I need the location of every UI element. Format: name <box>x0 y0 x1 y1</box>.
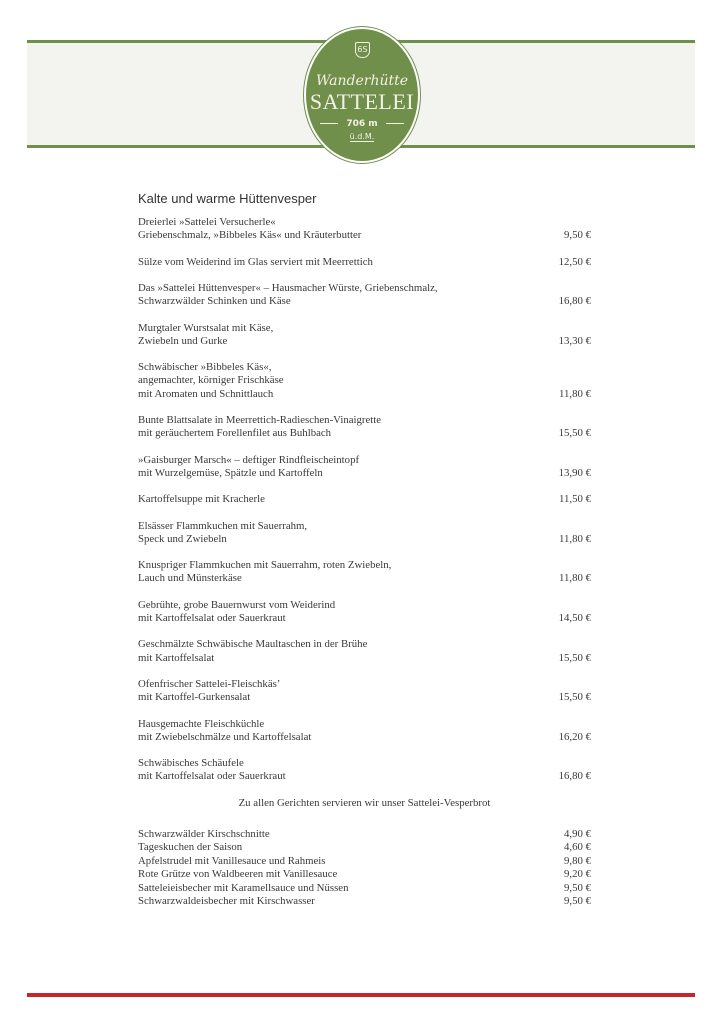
menu-item-price: 16,20 € <box>558 730 591 743</box>
menu-item-line: Lauch und Münsterkäse <box>138 572 242 585</box>
menu-item <box>138 520 591 546</box>
menu-item-price: 16,80 € <box>558 770 591 783</box>
menu-item-description <box>138 493 265 506</box>
menu-item <box>138 638 591 664</box>
menu-item-line: Gebrühte, grobe Bauernwurst vom Weiderind <box>138 598 336 611</box>
menu-item-line: mit Zwiebelschmälze und Kartoffelsalat <box>138 730 312 743</box>
dessert-item <box>138 868 591 882</box>
menu-item-description <box>138 678 280 704</box>
menu-item-line: Geschmälzte Schwäbische Maultaschen in der Brühe <box>138 638 368 651</box>
menu-item-line: Zwiebeln und Gurke <box>138 334 228 347</box>
menu-item-price: 11,80 € <box>559 387 591 400</box>
logo-altitude: 706 m <box>306 119 418 129</box>
menu-item-line: mit Kartoffelsalat oder Sauerkraut <box>138 611 286 624</box>
menu-content <box>138 191 591 909</box>
menu-item-line: Schwarzwälder Schinken und Käse <box>138 295 291 308</box>
menu-item-description <box>138 361 284 401</box>
menu-item <box>138 757 591 783</box>
menu-item-line: Bunte Blattsalate in Meerrettich-Radieschen-Vinaigrette <box>138 413 382 426</box>
dessert-list <box>138 828 591 909</box>
menu-item <box>138 414 591 440</box>
menu-item-line: Schwäbisches Schäufele <box>138 757 244 770</box>
menu-item-line: Knuspriger Flammkuchen mit Sauerrahm, roten Zwiebeln, <box>138 559 392 572</box>
menu-item-description <box>138 559 391 585</box>
menu-item-line: mit Kartoffel-Gurkensalat <box>138 691 251 704</box>
menu-item-price: 15,50 € <box>558 427 591 440</box>
dessert-name: Apfelstrudel mit Vanillesauce und Rahmeis <box>138 854 326 867</box>
menu-item-line: Sülze vom Weiderind im Glas serviert mit Meerrettich <box>138 255 373 268</box>
menu-item-line: mit Aromaten und Schnittlauch <box>138 387 274 400</box>
menu-item <box>138 256 591 269</box>
menu-item <box>138 282 591 308</box>
dessert-item <box>138 895 591 909</box>
dessert-price: 9,80 € <box>564 854 591 867</box>
logo <box>306 29 418 161</box>
dessert-name: Tageskuchen der Saison <box>138 841 243 854</box>
menu-item-description <box>138 718 311 744</box>
menu-note: Zu allen Gerichten servieren wir unser Sattelei-Vesperbrot <box>238 796 491 809</box>
menu-item-line: mit Wurzelgemüse, Spätzle und Kartoffeln <box>138 466 323 479</box>
menu-item-line: Dreierlei »Sattelei Versucherle« <box>138 216 276 228</box>
menu-item-line: Ofenfrischer Sattelei-Fleischkäs’ <box>138 677 281 690</box>
menu-item-price: 14,50 € <box>558 611 591 624</box>
menu-item-line: mit Kartoffelsalat <box>138 651 215 664</box>
logo-script: Wanderhütte <box>315 73 409 89</box>
menu-item-line: Kartoffelsuppe mit Kracherle <box>138 493 265 506</box>
menu-item <box>138 216 591 242</box>
dessert-item <box>138 841 591 855</box>
menu-item-price: 11,80 € <box>559 572 591 585</box>
footer-line <box>27 993 695 997</box>
menu-items <box>138 216 591 784</box>
menu-item <box>138 361 591 401</box>
menu-item-description <box>138 520 307 546</box>
dessert-item <box>138 855 591 869</box>
dessert-name: Rote Grütze von Waldbeeren mit Vanillesauce <box>138 868 338 881</box>
menu-item <box>138 599 591 625</box>
menu-item-description <box>138 599 335 625</box>
dessert-name: Schwarzwaldeisbecher mit Kirschwasser <box>138 895 315 908</box>
menu-item-line: angemachter, körniger Frischkäse <box>138 374 284 387</box>
menu-item-line: »Gaisburger Marsch« – deftiger Rindfleischeintopf <box>138 453 360 466</box>
menu-item-line: mit geräuchertem Forellenfilet aus Buhlbach <box>138 427 332 440</box>
menu-item-line: Das »Sattelei Hüttenvesper« – Hausmacher Würste, Griebenschmalz, <box>138 281 438 294</box>
menu-item-description <box>138 282 438 308</box>
logo-altitude-note-wrap <box>306 132 418 141</box>
menu-item <box>138 678 591 704</box>
menu-item-price: 13,30 € <box>558 334 591 347</box>
menu-item <box>138 493 591 506</box>
menu-item-price: 11,80 € <box>559 532 591 545</box>
dessert-price: 4,60 € <box>564 841 591 854</box>
menu-item-price: 11,50 € <box>559 493 591 506</box>
menu-item-description <box>138 414 381 440</box>
menu-item-line: Speck und Zwiebeln <box>138 532 227 545</box>
menu-item-description <box>138 256 373 269</box>
menu-item-description <box>138 454 359 480</box>
dessert-item <box>138 882 591 896</box>
menu-item-price: 15,50 € <box>558 651 591 664</box>
menu-item-price: 9,50 € <box>564 229 591 242</box>
logo-altitude-note: ü.d.M. <box>349 132 375 141</box>
logo-name: SATTELEI <box>309 89 415 114</box>
menu-item-price: 16,80 € <box>558 295 591 308</box>
menu-item-line: mit Kartoffelsalat oder Sauerkraut <box>138 770 286 783</box>
menu-item <box>138 322 591 348</box>
menu-item <box>138 718 591 744</box>
menu-item-description <box>138 638 367 664</box>
menu-item-line: Hausgemachte Fleischküchle <box>138 717 265 730</box>
menu-item-line: Elsässer Flammkuchen mit Sauerrahm, <box>138 519 308 532</box>
dessert-item <box>138 828 591 842</box>
dessert-name: Schwarzwälder Kirschschnitte <box>138 827 270 840</box>
menu-item-line: Griebenschmalz, »Bibbeles Käs« und Kräuterbutter <box>138 229 362 242</box>
menu-item-description <box>138 322 273 348</box>
dessert-name: Satteleieisbecher mit Karamellsauce und Nüssen <box>138 881 349 894</box>
menu-item-line: Murgtaler Wurstsalat mit Käse, <box>138 321 274 334</box>
section-title: Kalte und warme Hüttenvesper <box>138 191 317 206</box>
crest-icon: 6S <box>355 42 370 58</box>
menu-item <box>138 454 591 480</box>
dessert-price: 4,90 € <box>564 827 591 840</box>
menu-item-price: 15,50 € <box>558 691 591 704</box>
dessert-price: 9,20 € <box>564 868 591 881</box>
menu-item <box>138 559 591 585</box>
menu-item-price: 13,90 € <box>558 466 591 479</box>
menu-item-line: Schwäbischer »Bibbeles Käs«, <box>138 361 272 374</box>
dessert-price: 9,50 € <box>564 881 591 894</box>
menu-item-description <box>138 216 361 242</box>
menu-item-description <box>138 757 286 783</box>
dessert-price: 9,50 € <box>564 895 591 908</box>
menu-item-price: 12,50 € <box>558 255 591 268</box>
